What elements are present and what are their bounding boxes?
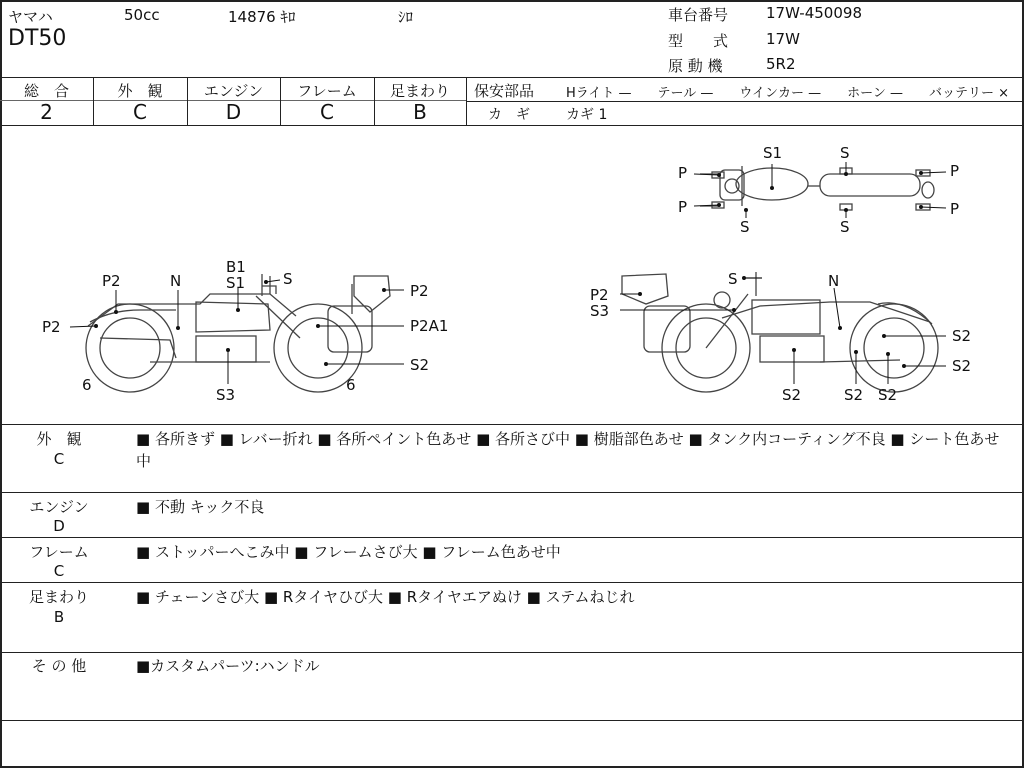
safety-label: 保安部品 — [474, 82, 535, 100]
diagram-label: B1 — [226, 258, 246, 276]
diagram-label: S1 — [763, 144, 783, 162]
diagram-label: P2 — [102, 272, 121, 290]
diagram-label: S — [283, 270, 293, 288]
section-label-exterior: 外 観 — [36, 430, 82, 448]
top-view-bike — [700, 166, 934, 210]
right-side-bike — [622, 272, 938, 392]
diagram-label: S1 — [226, 274, 246, 292]
key-label: カ ギ — [488, 107, 530, 123]
grade-header-engine: エンジン — [203, 82, 264, 100]
divider — [0, 77, 1024, 78]
grade-header-suspension: 足まわり — [389, 82, 450, 100]
grade-value-engine: D — [225, 100, 242, 124]
model-name: DT50 — [8, 26, 67, 51]
section-grade-suspension: B — [53, 608, 65, 626]
diagram-label: S2 — [410, 356, 430, 374]
divider — [466, 77, 467, 125]
divider — [466, 101, 1024, 102]
grade-value-frame: C — [320, 100, 334, 124]
diagram-label: S3 — [216, 386, 236, 404]
diagram-label: P2 — [590, 286, 609, 304]
color: ｼﾛ — [398, 8, 414, 26]
diagram-label: S2 — [952, 357, 972, 375]
key-value: カギ 1 — [566, 107, 608, 123]
diagram-label: S2 — [844, 386, 864, 404]
section-label-frame: フレーム — [29, 543, 89, 561]
diagram-label: P2A1 — [410, 317, 449, 335]
maker: ヤマハ — [8, 8, 53, 26]
type-value: 17W — [766, 30, 800, 48]
diagram-label: P2 — [42, 318, 61, 336]
grade-header-exterior: 外 観 — [117, 82, 163, 100]
diagram-label: S — [840, 144, 850, 162]
section-text-other: ■カスタムパーツ:ハンドル — [136, 657, 320, 675]
divider — [0, 537, 1024, 538]
mileage: 14876 ｷﾛ — [228, 8, 296, 26]
section-text-suspension: ■ チェーンさび大 ■ Rタイヤひび大 ■ Rタイヤエアぬけ ■ ステムねじれ — [136, 588, 635, 606]
diagram-label: P — [678, 164, 688, 182]
section-label-suspension: 足まわり — [28, 588, 89, 606]
grade-header-overall: 総 合 — [23, 82, 69, 100]
grade-value-suspension: B — [413, 100, 427, 124]
grade-value-exterior: C — [133, 100, 147, 124]
diagram-label: P — [678, 198, 688, 216]
engine-value: 5R2 — [766, 55, 796, 73]
section-label-other: そ の 他 — [31, 657, 87, 675]
diagram-label: S2 — [952, 327, 972, 345]
diagram-label: N — [170, 272, 182, 290]
section-label-engine: エンジン — [29, 498, 89, 516]
diagram-label: S — [840, 218, 850, 236]
divider — [0, 582, 1024, 583]
divider — [0, 492, 1024, 493]
divider — [0, 720, 1024, 721]
damage-diagram — [0, 126, 1024, 424]
diagram-label: P — [950, 200, 960, 218]
diagram-label: S2 — [878, 386, 898, 404]
frame-no-label: 車台番号 — [668, 6, 729, 24]
frame-no: 17W-450098 — [766, 4, 862, 22]
diagram-label: P — [950, 162, 960, 180]
safety-items: Hライト — テール — ウインカー — ホーン — バッテリー × — [566, 86, 1010, 101]
diagram-label: 6 — [346, 376, 356, 394]
diagram-label: N — [828, 272, 840, 290]
section-text-engine: ■ 不動 キック不良 — [136, 498, 265, 516]
diagram-label: P2 — [410, 282, 429, 300]
section-text-frame: ■ ストッパーへこみ中 ■ フレームさび大 ■ フレーム色あせ中 — [136, 543, 561, 561]
divider — [0, 424, 1024, 425]
diagram-label: S — [728, 270, 738, 288]
grade-value-overall: 2 — [40, 100, 53, 124]
section-grade-exterior: C — [53, 450, 65, 468]
diagram-label: S — [740, 218, 750, 236]
section-grade-engine: D — [53, 517, 65, 535]
displacement: 50cc — [124, 6, 160, 24]
divider — [0, 652, 1024, 653]
diagram-label: S2 — [782, 386, 802, 404]
diagram-label: S3 — [590, 302, 610, 320]
engine-label: 原 動 機 — [668, 57, 723, 75]
type-label: 型 式 — [668, 32, 729, 50]
grade-header-frame: フレーム — [297, 82, 357, 100]
section-text-exterior: ■ 各所きず ■ レバー折れ ■ 各所ペイント色あせ ■ 各所さび中 ■ 樹脂部色あせ ■ タンク内コーティング不良 ■ シート色あせ中 — [136, 430, 1000, 470]
diagram-label: 6 — [82, 376, 92, 394]
section-grade-frame: C — [53, 562, 65, 580]
